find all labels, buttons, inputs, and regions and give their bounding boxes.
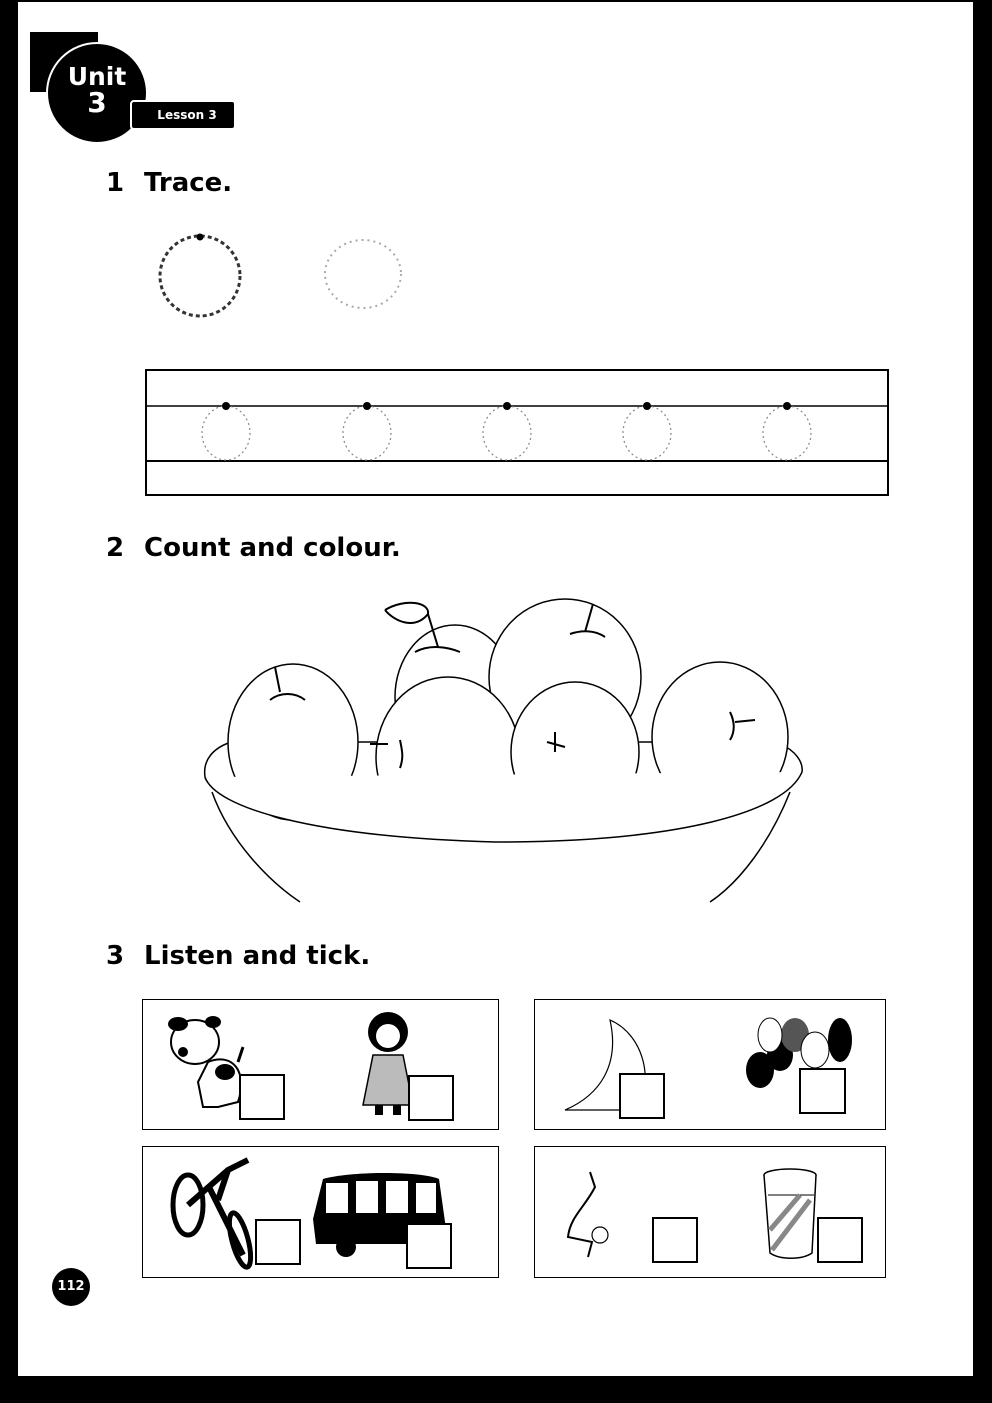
tick-box-nose[interactable] <box>652 1217 698 1263</box>
unit-label: Unit <box>67 62 127 91</box>
trace-guide-lines <box>147 371 887 494</box>
apple-bowl-illustration[interactable] <box>190 592 810 912</box>
tick-box-bike[interactable] <box>255 1219 301 1265</box>
lesson-badge: Lesson 3 <box>130 100 236 130</box>
tick-box-water-glass[interactable] <box>817 1217 863 1263</box>
tick-panel-bike-bus <box>142 1146 499 1278</box>
trace-writing-lines[interactable] <box>145 369 889 496</box>
exercise-instruction: Count and colour. <box>144 533 401 563</box>
tick-box-balloons[interactable] <box>799 1068 846 1114</box>
tick-panel-nose-glass <box>534 1146 886 1278</box>
tick-box-moon[interactable] <box>619 1073 665 1119</box>
tick-box-bus[interactable] <box>406 1223 452 1269</box>
unit-number: 3 <box>87 86 107 119</box>
page-number: 112 <box>52 1268 90 1306</box>
trace-faded-circle-icon <box>318 237 418 317</box>
water-glass-icon <box>760 1165 825 1265</box>
tick-box-dog[interactable] <box>239 1074 285 1120</box>
trace-example-circle-icon <box>148 227 268 327</box>
exercise-number: 3 <box>106 941 125 971</box>
exercise-instruction: Listen and tick. <box>144 941 371 971</box>
tick-box-doll[interactable] <box>408 1075 454 1121</box>
exercise-instruction: Trace. <box>144 168 233 198</box>
exercise-2-heading <box>106 533 401 563</box>
exercise-3-heading <box>106 941 370 971</box>
nose-icon <box>560 1167 620 1257</box>
exercise-number: 1 <box>106 168 125 198</box>
worksheet-page <box>18 2 973 1376</box>
exercise-number: 2 <box>106 533 125 563</box>
tick-panel-dog-doll <box>142 999 499 1130</box>
tick-panel-moon-balloons <box>534 999 886 1130</box>
bike-icon <box>168 1155 258 1270</box>
exercise-1-heading <box>106 168 232 198</box>
